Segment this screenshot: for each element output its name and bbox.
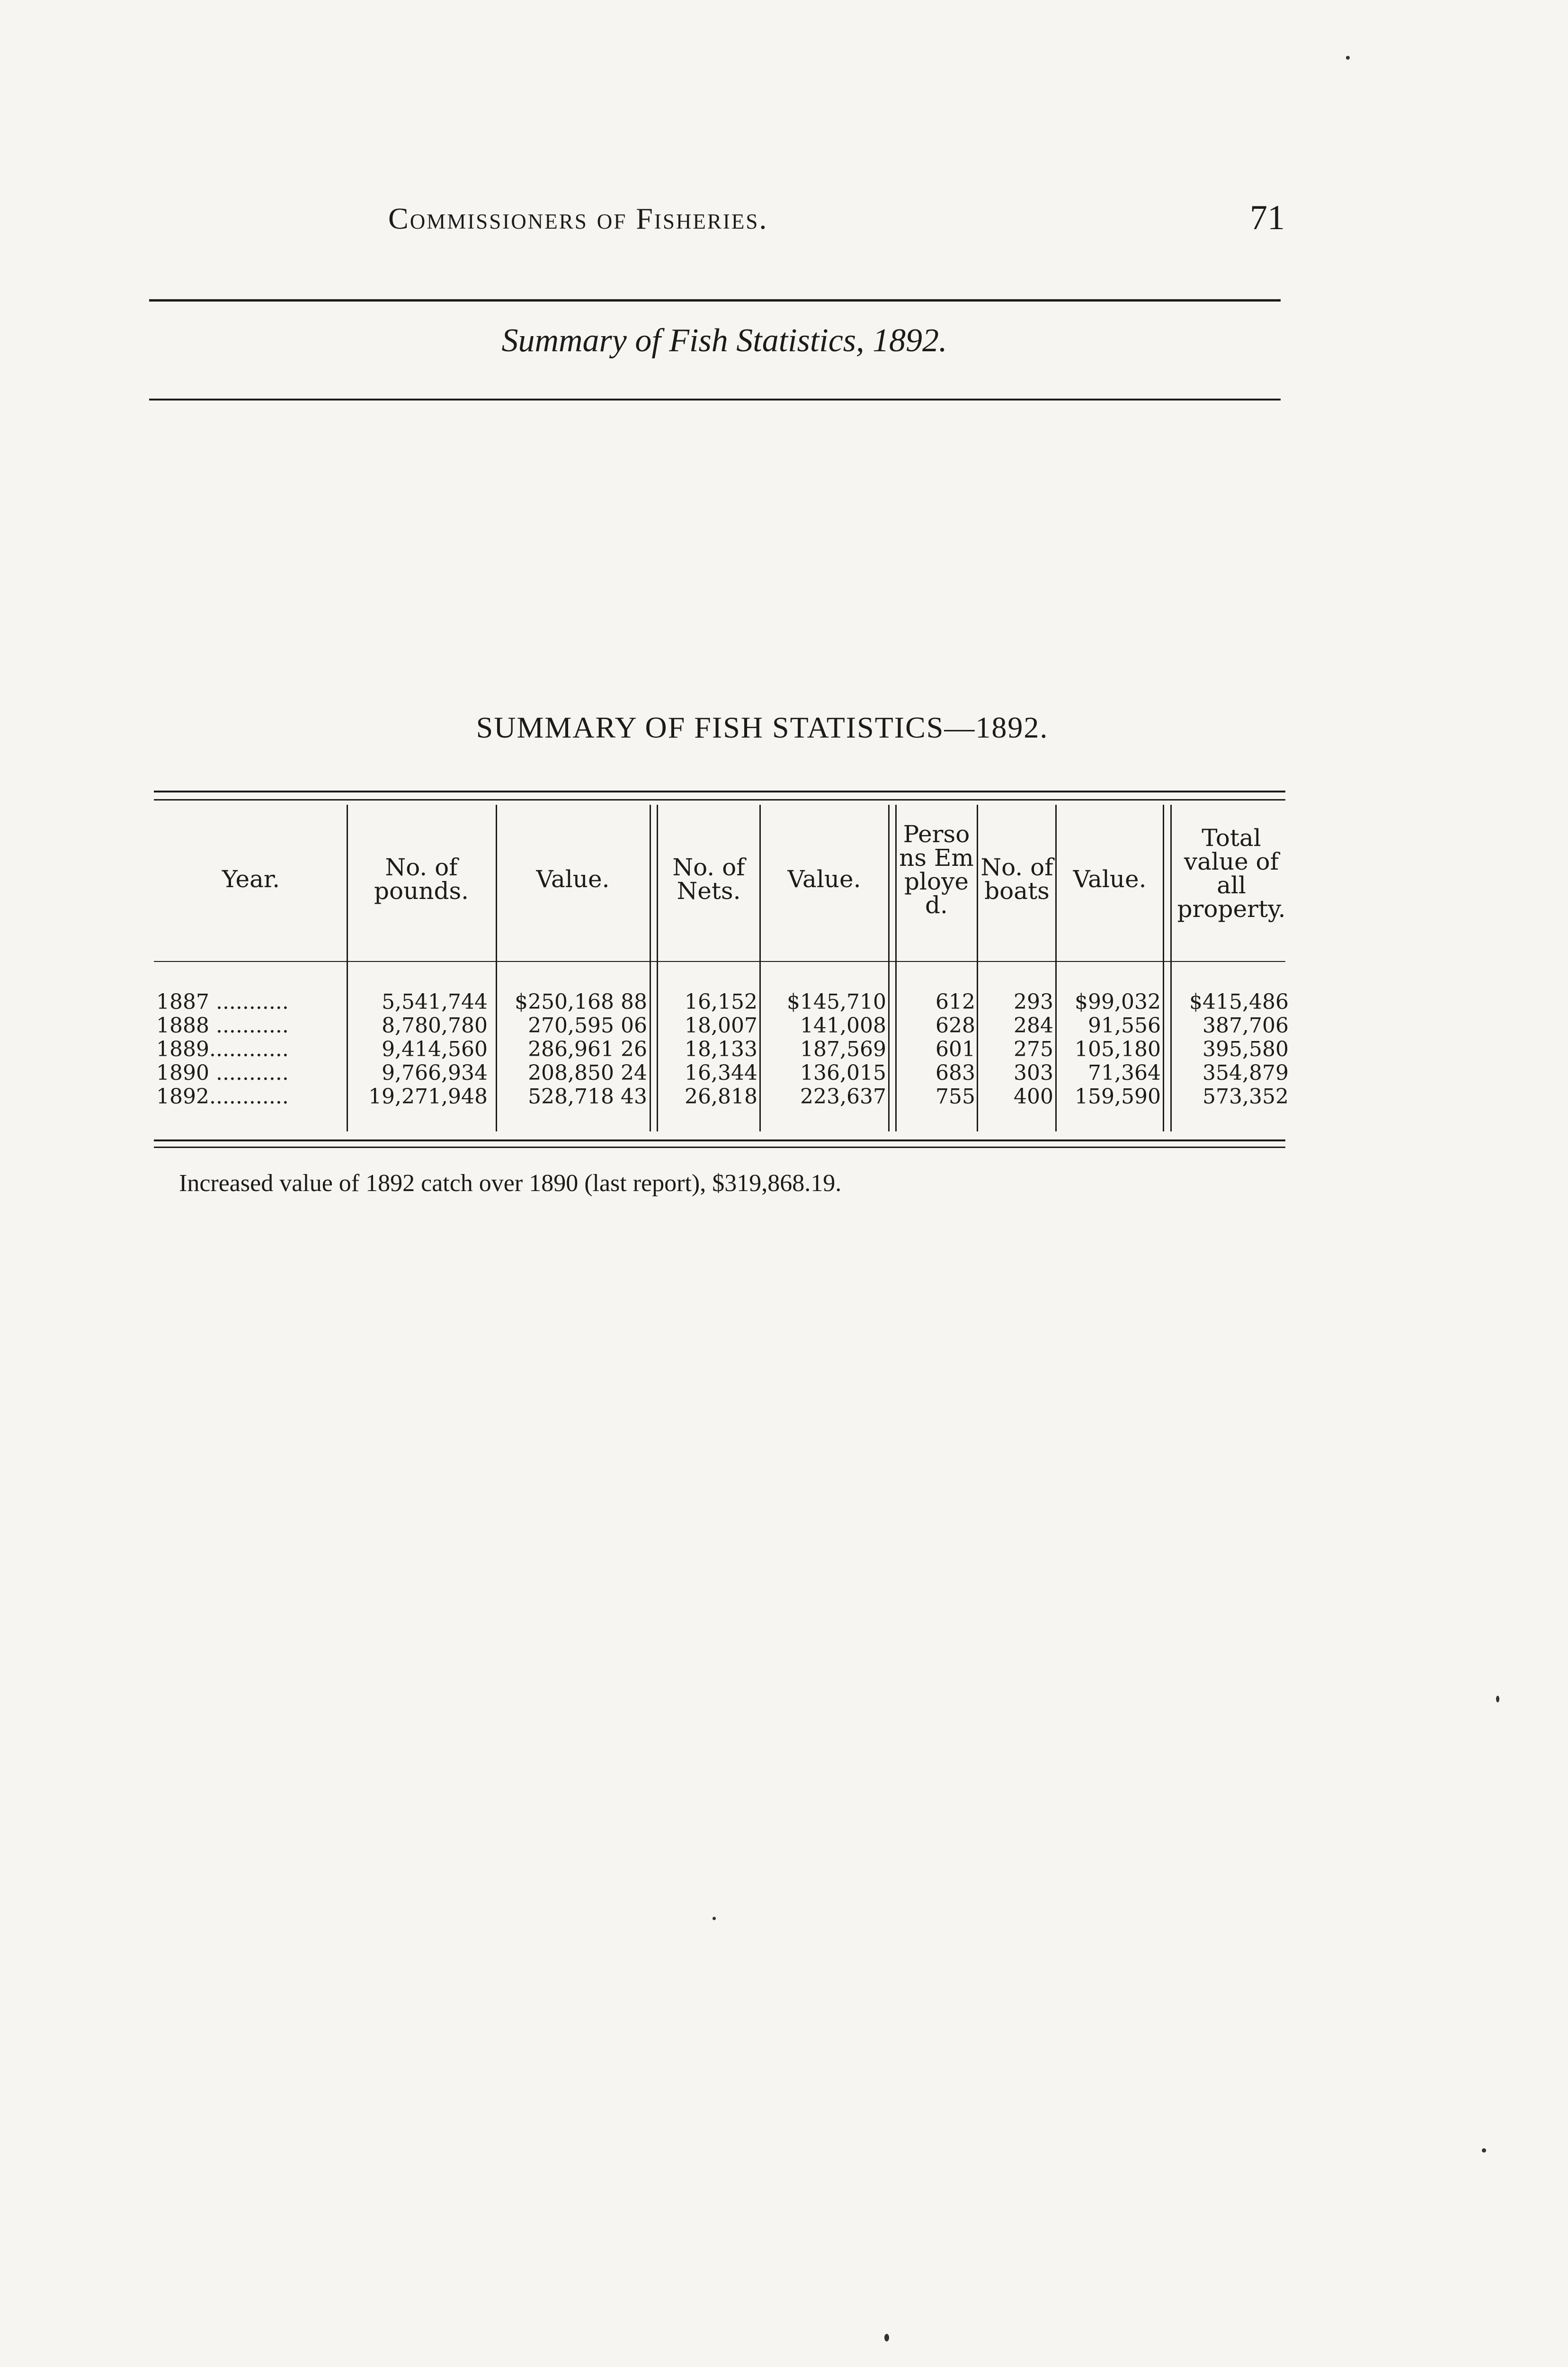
cell-total: 354,879 (1203, 1061, 1289, 1085)
cell-total: 395,580 (1203, 1037, 1289, 1061)
cell-nets-value: $145,710 (787, 990, 886, 1014)
col-divider (1170, 805, 1172, 1131)
footnote: Increased value of 1892 catch over 1890 (last report), $319,868.19. (179, 1170, 842, 1197)
cell-year: 1888 ........... (156, 1014, 289, 1038)
cell-boats-value: $99,032 (1075, 990, 1161, 1014)
col-divider (657, 805, 658, 1131)
cell-value: 286,961 26 (528, 1037, 647, 1061)
col-header-nets-value: Value. (787, 865, 861, 893)
cell-nets-value: 136,015 (800, 1061, 886, 1085)
col-divider (977, 805, 978, 1131)
cell-boats: 293 (1014, 990, 1053, 1014)
cell-nets: 18,007 (685, 1014, 757, 1038)
cell-value: 528,718 43 (528, 1085, 647, 1109)
cell-pounds: 9,414,560 (382, 1037, 488, 1061)
cell-pounds: 19,271,948 (368, 1085, 488, 1109)
top-rule (149, 299, 1281, 302)
scan-speck (1496, 1696, 1499, 1702)
cell-nets: 26,818 (685, 1085, 757, 1109)
subtitle: Summary of Fish Statistics, 1892. (501, 322, 947, 359)
cell-nets: 16,344 (685, 1061, 757, 1085)
col-divider (1055, 805, 1057, 1131)
cell-pounds: 5,541,744 (382, 990, 488, 1014)
scan-speck (1482, 2148, 1486, 2153)
col-header-value: Value. (536, 865, 610, 893)
scan-speck (713, 1917, 716, 1920)
table-bottom-rule-2 (154, 1147, 1285, 1148)
cell-year: 1890 ........... (156, 1061, 289, 1085)
col-divider (347, 805, 348, 1131)
cell-year: 1892............ (156, 1085, 289, 1109)
cell-persons: 601 (935, 1037, 975, 1061)
cell-total: 573,352 (1203, 1085, 1289, 1109)
col-divider (496, 805, 497, 1131)
page-number: 71 (1250, 198, 1285, 237)
header-divider (154, 961, 1285, 962)
cell-year: 1889............ (156, 1037, 289, 1061)
cell-year: 1887 ........... (156, 990, 289, 1014)
cell-boats: 303 (1014, 1061, 1053, 1085)
col-header-total: Total value of all property. (1177, 824, 1286, 923)
cell-boats-value: 105,180 (1075, 1037, 1161, 1061)
cell-boats: 275 (1014, 1037, 1053, 1061)
col-divider (895, 805, 897, 1131)
running-head: Commissioners of Fisheries. (388, 202, 768, 235)
scan-speck (884, 2334, 889, 2341)
cell-pounds: 9,766,934 (382, 1061, 488, 1085)
cell-total: $415,486 (1189, 990, 1289, 1014)
cell-persons: 612 (935, 990, 975, 1014)
cell-value: 270,595 06 (528, 1014, 647, 1038)
cell-boats-value: 91,556 (1088, 1014, 1161, 1038)
col-header-boats: No. of boats (980, 854, 1053, 905)
col-header-boats-value: Value. (1073, 865, 1147, 893)
cell-nets-value: 187,569 (800, 1037, 886, 1061)
cell-value: $250,168 88 (515, 990, 647, 1014)
cell-total: 387,706 (1203, 1014, 1289, 1038)
cell-persons: 755 (935, 1085, 975, 1109)
cell-boats-value: 159,590 (1075, 1085, 1161, 1109)
table-top-rule-2 (154, 799, 1285, 801)
cell-boats-value: 71,364 (1088, 1061, 1161, 1085)
cell-nets: 18,133 (685, 1037, 757, 1061)
col-header-pounds: No. of pounds. (374, 854, 469, 905)
cell-boats: 284 (1014, 1014, 1053, 1038)
col-header-persons: Persons Employed. (899, 820, 974, 919)
cell-persons: 628 (935, 1014, 975, 1038)
cell-persons: 683 (935, 1061, 975, 1085)
cell-nets: 16,152 (685, 990, 757, 1014)
table-top-rule (154, 791, 1285, 792)
col-divider (650, 805, 651, 1131)
cell-nets-value: 223,637 (800, 1085, 886, 1109)
cell-pounds: 8,780,780 (382, 1014, 488, 1038)
col-divider (888, 805, 890, 1131)
table-title: SUMMARY OF FISH STATISTICS—1892. (476, 711, 1049, 744)
col-header-nets: No. of Nets. (672, 854, 745, 905)
scan-speck (1346, 56, 1350, 60)
cell-value: 208,850 24 (528, 1061, 647, 1085)
cell-nets-value: 141,008 (800, 1014, 886, 1038)
table-bottom-rule (154, 1139, 1285, 1141)
cell-boats: 400 (1014, 1085, 1053, 1109)
subtitle-rule (149, 399, 1281, 400)
col-header-year: Year. (222, 865, 280, 893)
col-divider (759, 805, 761, 1131)
col-divider (1163, 805, 1164, 1131)
